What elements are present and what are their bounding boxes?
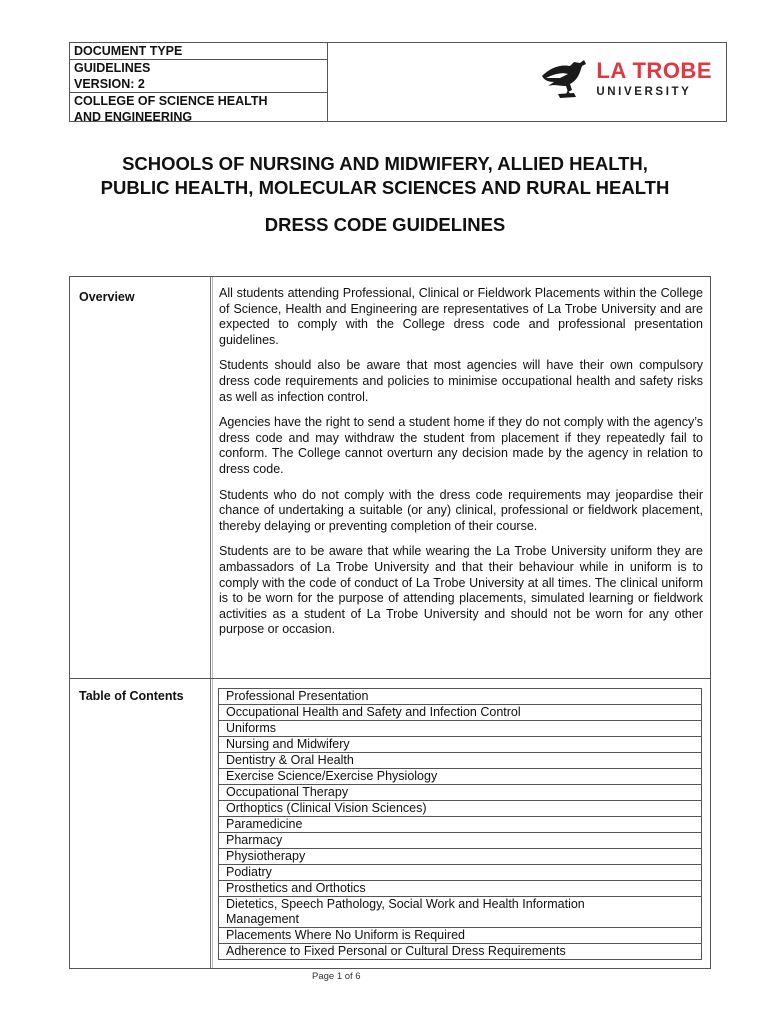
toc-item-cultural-dress[interactable]: Adherence to Fixed Personal or Cultural Dress Requirements [219,943,701,959]
logo-wordmark: LA TROBE [596,57,712,83]
logo-cell [328,43,726,121]
college [70,92,327,125]
title-line-2: PUBLIC HEALTH, MOLECULAR SCIENCES AND RURAL HEALTH [100,177,670,198]
overview-paragraph: All students attending Professional, Clinical or Fieldwork Placements within the College of Science, Health and Engineering are representatives of La Trobe University and are expected to comply with the College dress code and professional presentation guidelines. [219,286,703,347]
column-divider-inner [212,277,213,968]
overview-paragraph: Students should also be aware that most agencies will have their own compulsory dress code requirements and policies to minimise occupational health and safety risks as well as infection control. [219,358,703,404]
document-meta [70,43,328,124]
toc-label: Table of Contents [79,689,184,703]
overview-paragraph: Agencies have the right to send a student home if they do not comply with the agency’s dress code and may withdraw the student from placement if they repeatedly fail to conform. The College cannot overturn any decision made by the agency in relation to dress code. [219,415,703,476]
toc-item-occupational-therapy[interactable]: Occupational Therapy [219,784,701,800]
toc-item-professional-presentation[interactable]: Professional Presentation [226,689,369,703]
eagle-icon [540,56,590,102]
toc-item-pharmacy[interactable]: Pharmacy [219,832,701,848]
toc-item-podiatry[interactable]: Podiatry [219,864,701,880]
overview-label: Overview [79,290,135,304]
doc-type-value: GUIDELINES [74,61,151,75]
doc-type-version [70,59,327,92]
toc-item-nursing-midwifery[interactable]: Nursing and Midwifery [219,736,701,752]
toc-item-dentistry[interactable]: Dentistry & Oral Health [219,752,701,768]
toc-item-physiotherapy[interactable]: Physiotherapy [219,848,701,864]
overview-paragraph: Students are to be aware that while wearing the La Trobe University uniform they are ambassadors of La Trobe University and that their behaviour while in uniform is to comply with the code of conduct of La Trobe University at all times. The clinical uniform is to be worn for the purpose of attending placements, simulated learning or fieldwork activities as a student of La Trobe University and should not be worn for any other purpose or occasion. [219,544,703,637]
title-line-1: SCHOOLS OF NURSING AND MIDWIFERY, ALLIED HEALTH, [122,153,648,174]
document-header [69,42,727,122]
document-title: DRESS CODE GUIDELINES [264,214,506,235]
doc-type-label: DOCUMENT TYPE [74,44,183,58]
toc-item-ohs-infection-control[interactable]: Occupational Health and Safety and Infection Control [219,704,701,720]
logo-subtitle: UNIVERSITY [596,85,692,98]
overview-paragraph: Students who do not comply with the dress code requirements may jeopardise their chance of undertaking a suitable (or any) clinical, professional or fieldwork placement, thereby delaying or preventing completion of their course. [219,487,703,533]
college-line-2: AND ENGINEERING [74,110,193,124]
overview-body [219,286,703,648]
table-of-contents [218,688,702,960]
toc-item-uniforms[interactable]: Uniforms [219,720,701,736]
column-divider [210,277,211,968]
toc-item-exercise-science[interactable]: Exercise Science/Exercise Physiology [219,768,701,784]
toc-item-paramedicine[interactable]: Paramedicine [219,816,701,832]
toc-item-dietetics[interactable]: Dietetics, Speech Pathology, Social Work and Health Information Management [219,896,701,927]
version: VERSION: 2 [74,77,145,91]
college-line-1: COLLEGE OF SCIENCE HEALTH [74,94,268,108]
row-divider [70,678,710,679]
page-number: Page 1 of 6 [312,971,361,982]
university-logo [540,56,712,102]
toc-item-prosthetics[interactable]: Prosthetics and Orthotics [219,880,701,896]
content-table [69,276,711,969]
toc-item-no-uniform[interactable]: Placements Where No Uniform is Required [219,927,701,943]
toc-item-orthoptics[interactable]: Orthoptics (Clinical Vision Sciences) [219,800,701,816]
